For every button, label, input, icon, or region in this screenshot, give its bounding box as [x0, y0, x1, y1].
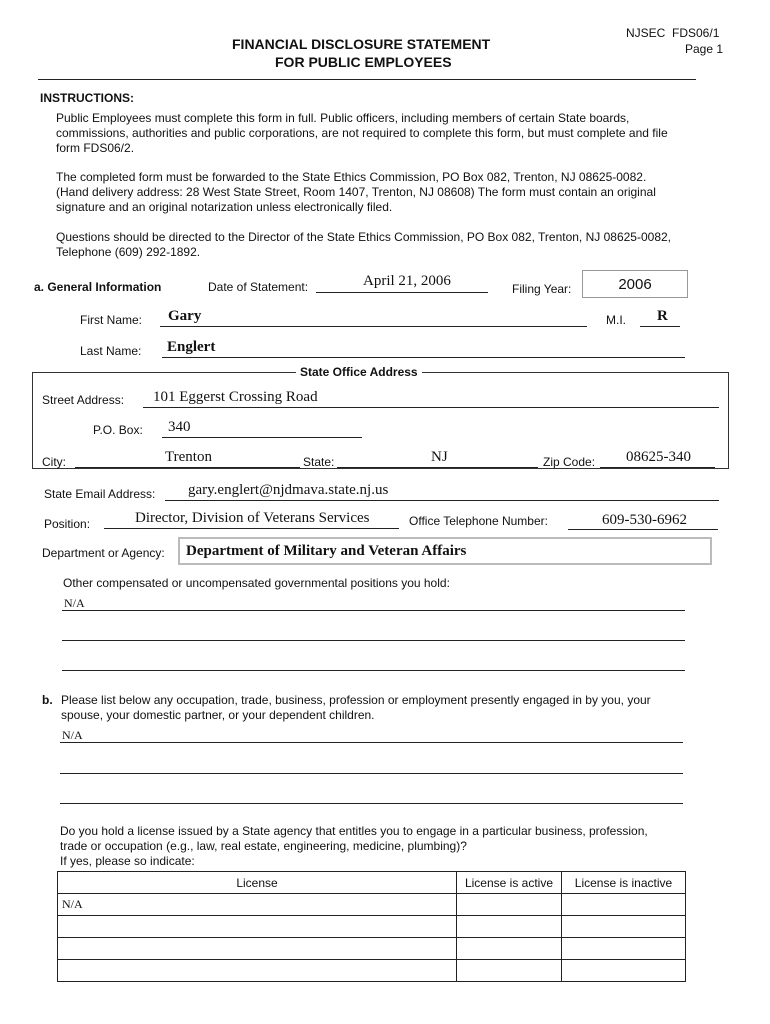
license-inactive-cell[interactable]	[562, 938, 686, 960]
po-box-value: 340	[168, 419, 191, 435]
phone-value: 609-530-6962	[602, 512, 687, 528]
first-name-field[interactable]	[160, 308, 587, 327]
section-b-marker: b.	[42, 693, 53, 707]
mi-field[interactable]	[640, 308, 680, 327]
zip-field[interactable]	[600, 450, 715, 468]
section-a-label: a. General Information	[34, 280, 162, 294]
license-inactive-header: License is inactive	[562, 872, 686, 894]
license-cell[interactable]: N/A	[58, 894, 457, 916]
first-name-label: First Name:	[80, 313, 143, 327]
license-active-cell[interactable]	[457, 938, 562, 960]
license-question: Do you hold a license issued by a State agency that entitles you to engage in a particular business, profession, trade or occupation (e.g., law, real estate, engineering, medicine, plumbing)? If yes, please so indicate:	[60, 824, 648, 868]
other-positions-line-2[interactable]	[62, 626, 685, 641]
dept-field[interactable]	[178, 537, 712, 565]
zip-label: Zip Code:	[543, 455, 596, 469]
city-label: City:	[42, 455, 66, 469]
position-value: Director, Division of Veterans Services	[135, 510, 370, 526]
header-rule	[38, 79, 696, 80]
other-positions-line-1[interactable]	[62, 596, 685, 611]
date-label: Date of Statement:	[208, 280, 309, 294]
last-name-value: Englert	[167, 339, 216, 355]
instructions-paragraph-2: The completed form must be forwarded to the State Ethics Commission, PO Box 082, Trenton, NJ 08625-0082. (Hand delivery address: 28 West State Street, Room 1407, Trenton, NJ 08608) The form must contain an original signature and an original notarization unless electronically filed.	[56, 170, 656, 214]
date-field[interactable]	[316, 275, 488, 293]
license-active-cell[interactable]	[457, 960, 562, 982]
mi-value: R	[657, 308, 668, 324]
table-row	[58, 960, 686, 982]
other-positions-line-3[interactable]	[62, 656, 685, 671]
state-value: NJ	[431, 449, 448, 465]
table-row	[58, 938, 686, 960]
dept-value: Department of Military and Veteran Affairs	[186, 543, 467, 559]
email-field[interactable]	[165, 483, 719, 501]
occupation-line-1[interactable]	[60, 728, 683, 743]
license-active-cell[interactable]	[457, 916, 562, 938]
phone-field[interactable]	[568, 512, 718, 530]
po-box-field[interactable]	[162, 419, 362, 438]
license-inactive-cell[interactable]	[562, 960, 686, 982]
position-field[interactable]	[104, 511, 399, 529]
license-table-header	[58, 872, 686, 894]
license-active-header: License is active	[457, 872, 562, 894]
form-title-line2: FOR PUBLIC EMPLOYEES	[275, 54, 452, 70]
form-id: NJSEC FDS06/1	[626, 26, 720, 40]
dept-label: Department or Agency:	[42, 546, 165, 560]
license-table	[57, 871, 686, 982]
first-name-value: Gary	[168, 308, 202, 324]
occupation-line-3[interactable]	[60, 789, 683, 804]
table-row	[58, 894, 686, 916]
street-field[interactable]	[143, 389, 719, 408]
last-name-field[interactable]	[162, 339, 685, 358]
license-cell[interactable]	[58, 938, 457, 960]
section-b-question: Please list below any occupation, trade, business, profession or employment presently engaged in by you, your spouse, your domestic partner, or your dependent children.	[61, 693, 651, 722]
filing-year-label: Filing Year:	[512, 282, 572, 296]
form-title-line1: FINANCIAL DISCLOSURE STATEMENT	[232, 36, 491, 52]
license-inactive-cell[interactable]	[562, 916, 686, 938]
license-cell[interactable]	[58, 960, 457, 982]
occupation-line-2[interactable]	[60, 759, 683, 774]
street-label: Street Address:	[42, 393, 125, 407]
mi-label: M.I.	[606, 313, 626, 327]
other-positions-answer: N/A	[64, 596, 85, 610]
other-positions-question: Other compensated or uncompensated governmental positions you hold:	[63, 576, 450, 590]
filing-year-field[interactable]	[582, 270, 688, 298]
license-header: License	[58, 872, 457, 894]
last-name-label: Last Name:	[80, 344, 142, 358]
city-value: Trenton	[165, 449, 212, 465]
instructions-heading: INSTRUCTIONS:	[40, 91, 134, 105]
state-field[interactable]	[337, 450, 538, 468]
filing-year-value: 2006	[618, 276, 652, 293]
state-label: State:	[303, 455, 335, 469]
city-field[interactable]	[75, 450, 300, 468]
date-value: April 21, 2006	[363, 273, 451, 289]
occupation-answer: N/A	[62, 728, 83, 742]
street-value: 101 Eggerst Crossing Road	[153, 389, 318, 405]
email-label: State Email Address:	[44, 487, 156, 501]
license-active-cell[interactable]	[457, 894, 562, 916]
page-number: Page 1	[685, 42, 724, 56]
table-row	[58, 916, 686, 938]
phone-label: Office Telephone Number:	[409, 514, 548, 528]
position-label: Position:	[44, 517, 91, 531]
office-address-legend: State Office Address	[296, 365, 422, 379]
po-box-label: P.O. Box:	[93, 423, 143, 437]
license-cell[interactable]	[58, 916, 457, 938]
instructions-paragraph-1: Public Employees must complete this form in full. Public officers, including members of certain State boards, commissions, authorities and public corporations, are not required to complete this form, but must complete and file form FDS06/2.	[56, 111, 668, 155]
email-value: gary.englert@njdmava.state.nj.us	[188, 482, 389, 498]
instructions-paragraph-3: Questions should be directed to the Director of the State Ethics Commission, PO Box 082, Trenton, NJ 08625-0082, Telephone (609) 292-1892.	[56, 230, 671, 259]
license-inactive-cell[interactable]	[562, 894, 686, 916]
zip-value: 08625-340	[626, 449, 691, 465]
